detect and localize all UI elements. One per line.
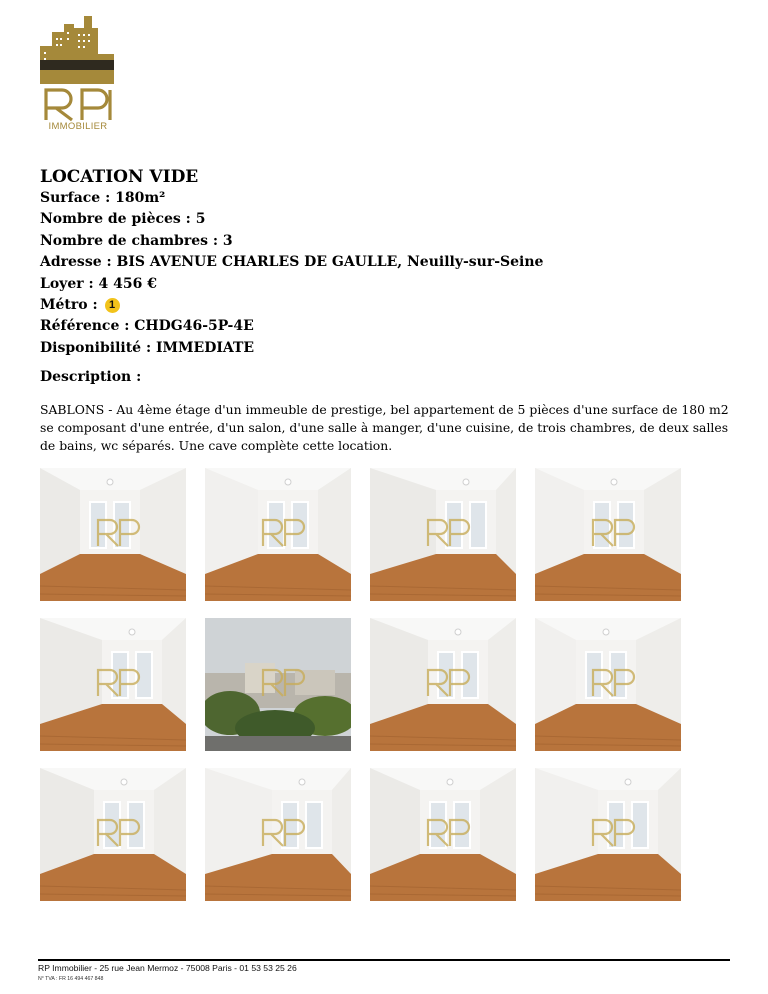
description-title: Description :: [40, 369, 142, 385]
photo-glass-double-doors-icon: [535, 618, 681, 751]
photo-bedroom-window-icon: [40, 768, 186, 901]
photo-double-doors-hallway-icon: [205, 468, 351, 601]
pieces-row: Nombre de pièces : 5: [40, 211, 206, 228]
property-photo: [205, 618, 351, 751]
listing-title: LOCATION VIDE: [40, 167, 199, 187]
description-text: SABLONS - Au 4ème étage d'un immeuble de prestige, bel appartement de 5 pièces d'une surface de 180 m2 se composant d'une entrée, d'un salon, d'une salle à manger, d'une cuisine, de trois chambres, de deux salles de bains, wc séparés. Une cave complète cette location.: [40, 402, 729, 453]
metro-line-1-icon: 1: [105, 298, 120, 313]
photo-window-door-view-icon: [370, 768, 516, 901]
adresse-row: Adresse : BIS AVENUE CHARLES DE GAULLE, Neuilly-sur-Seine: [40, 254, 544, 271]
surface-row: Surface : 180m²: [40, 190, 166, 206]
property-photo: [535, 468, 681, 601]
photo-marble-fireplace-mirror-icon: [370, 618, 516, 751]
photo-corner-room-window-icon: [205, 768, 351, 901]
property-photo: [205, 768, 351, 901]
property-photo: [40, 768, 186, 901]
metro-label: Métro :: [40, 297, 98, 314]
property-photo: [370, 768, 516, 901]
property-photo: [40, 468, 186, 601]
footer-address: RP Immobilier - 25 rue Jean Mermoz - 75008 Paris - 01 53 53 25 26: [38, 963, 297, 973]
logo-wordmark: IMMOBILIER: [48, 121, 108, 132]
photo-street-view-icon: [205, 618, 351, 751]
listing-info: [40, 166, 740, 359]
footer-tva: N° TVA : FR 16 494 467 848: [38, 976, 104, 982]
photo-room-with-doors-icon: [535, 768, 681, 901]
loyer-row: Loyer : 4 456 €: [40, 275, 157, 292]
footer-divider: [38, 959, 730, 961]
property-photo: [40, 618, 186, 751]
metro-row: [40, 295, 740, 316]
photo-empty-room-windows-icon: [40, 618, 186, 751]
photo-living-room-fireplace-icon: [40, 468, 186, 601]
disponibilite-row: Disponibilité : IMMEDIATE: [40, 339, 255, 356]
chambres-row: Nombre de chambres : 3: [40, 232, 233, 249]
property-photo: [535, 768, 681, 901]
photo-salon-fireplace-window-icon: [535, 468, 681, 601]
photo-gallery: [40, 468, 680, 874]
property-photo: [370, 618, 516, 751]
reference-row: Référence : CHDG46-5P-4E: [40, 318, 254, 335]
property-photo: [535, 618, 681, 751]
property-photo: [205, 468, 351, 601]
property-photo: [370, 468, 516, 601]
photo-room-with-closet-icon: [370, 468, 516, 601]
